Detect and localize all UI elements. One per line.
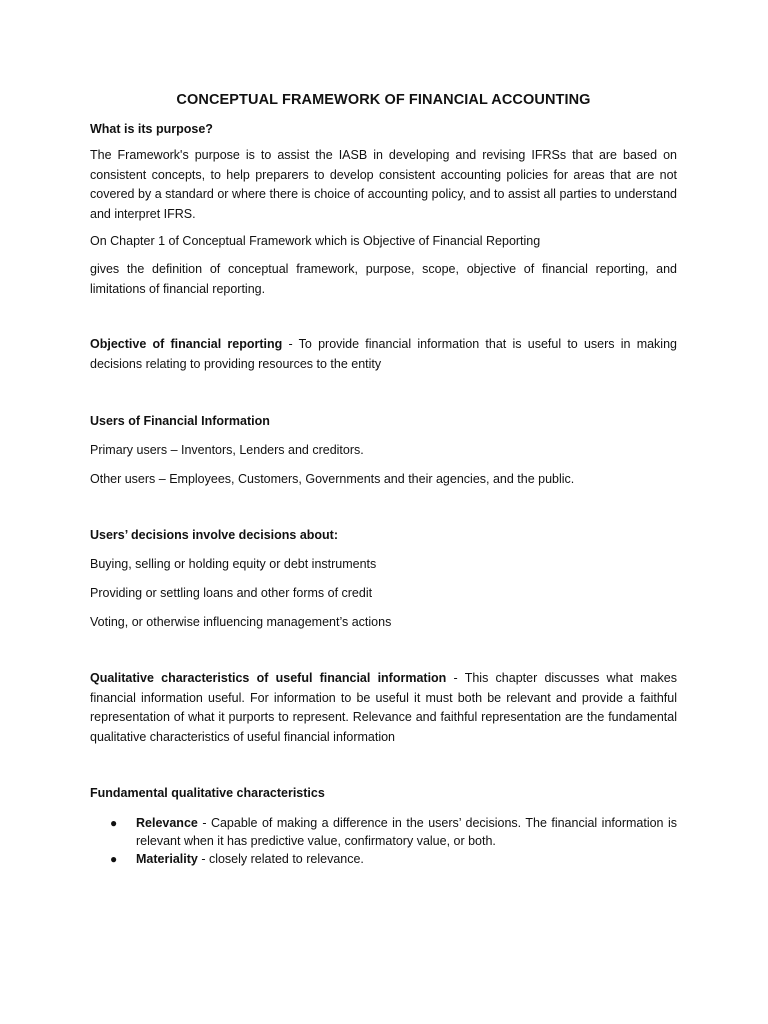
purpose-paragraph: The Framework's purpose is to assist the IASB in developing and revising IFRSs that are based on consistent concepts, to help preparers to develop consistent accounting policies for areas that are not covered by a standard or where there is choice of accounting policy, and to assist all parties to understand and interpret IFRS. [90,148,677,221]
bullet-icon: ● [110,852,118,866]
users-heading: Users of Financial Information [90,414,270,428]
fundamental-heading: Fundamental qualitative characteristics [90,786,325,800]
qualitative-text: - This chapter discusses what makes financial information useful. For information to be useful it must both be relevant and provide a faithful representation of what it purports to represent. Relevance and faithful representation are the fundamental qualitative characteristics of useful financial information [90,671,677,744]
bullet-text: - closely related to relevance. [197,852,364,866]
objective-text: - To provide financial information that is useful to users in making decisions relating to providing resources to the entity [90,337,677,371]
document-page [90,92,677,868]
chapter-line: On Chapter 1 of Conceptual Framework which is Objective of Financial Reporting [90,234,541,248]
objective-paragraph [90,335,677,374]
chapter-paragraph: gives the definition of conceptual framework, purpose, scope, objective of financial reporting, and limitations of financial reporting. [90,262,677,296]
qualitative-paragraph [90,669,677,747]
qualitative-lead: Qualitative characteristics of useful financial information [90,671,447,685]
objective-lead: Objective of financial reporting [90,337,283,351]
other-users: Other users – Employees, Customers, Governments and their agencies, and the public. [90,472,575,486]
fundamental-list [90,814,677,868]
decision-item: Providing or settling loans and other forms of credit [90,586,373,600]
decision-item: Voting, or otherwise influencing management’s actions [90,615,392,629]
bullet-lead: Materiality [136,852,198,866]
bullet-icon: ● [110,816,118,830]
bullet-lead: Relevance [136,816,198,830]
document-title: CONCEPTUAL FRAMEWORK OF FINANCIAL ACCOUNTING [176,92,591,108]
purpose-heading: What is its purpose? [90,122,213,136]
primary-users: Primary users – Inventors, Lenders and creditors. [90,443,364,457]
bullet-text: - Capable of making a difference in the users’ decisions. The financial information is relevant when it has predictive value, confirmatory value, or both. [136,816,677,848]
decision-item: Buying, selling or holding equity or debt instruments [90,557,377,571]
decisions-heading: Users’ decisions involve decisions about: [90,528,338,542]
list-item [90,850,677,868]
list-item [90,814,677,850]
